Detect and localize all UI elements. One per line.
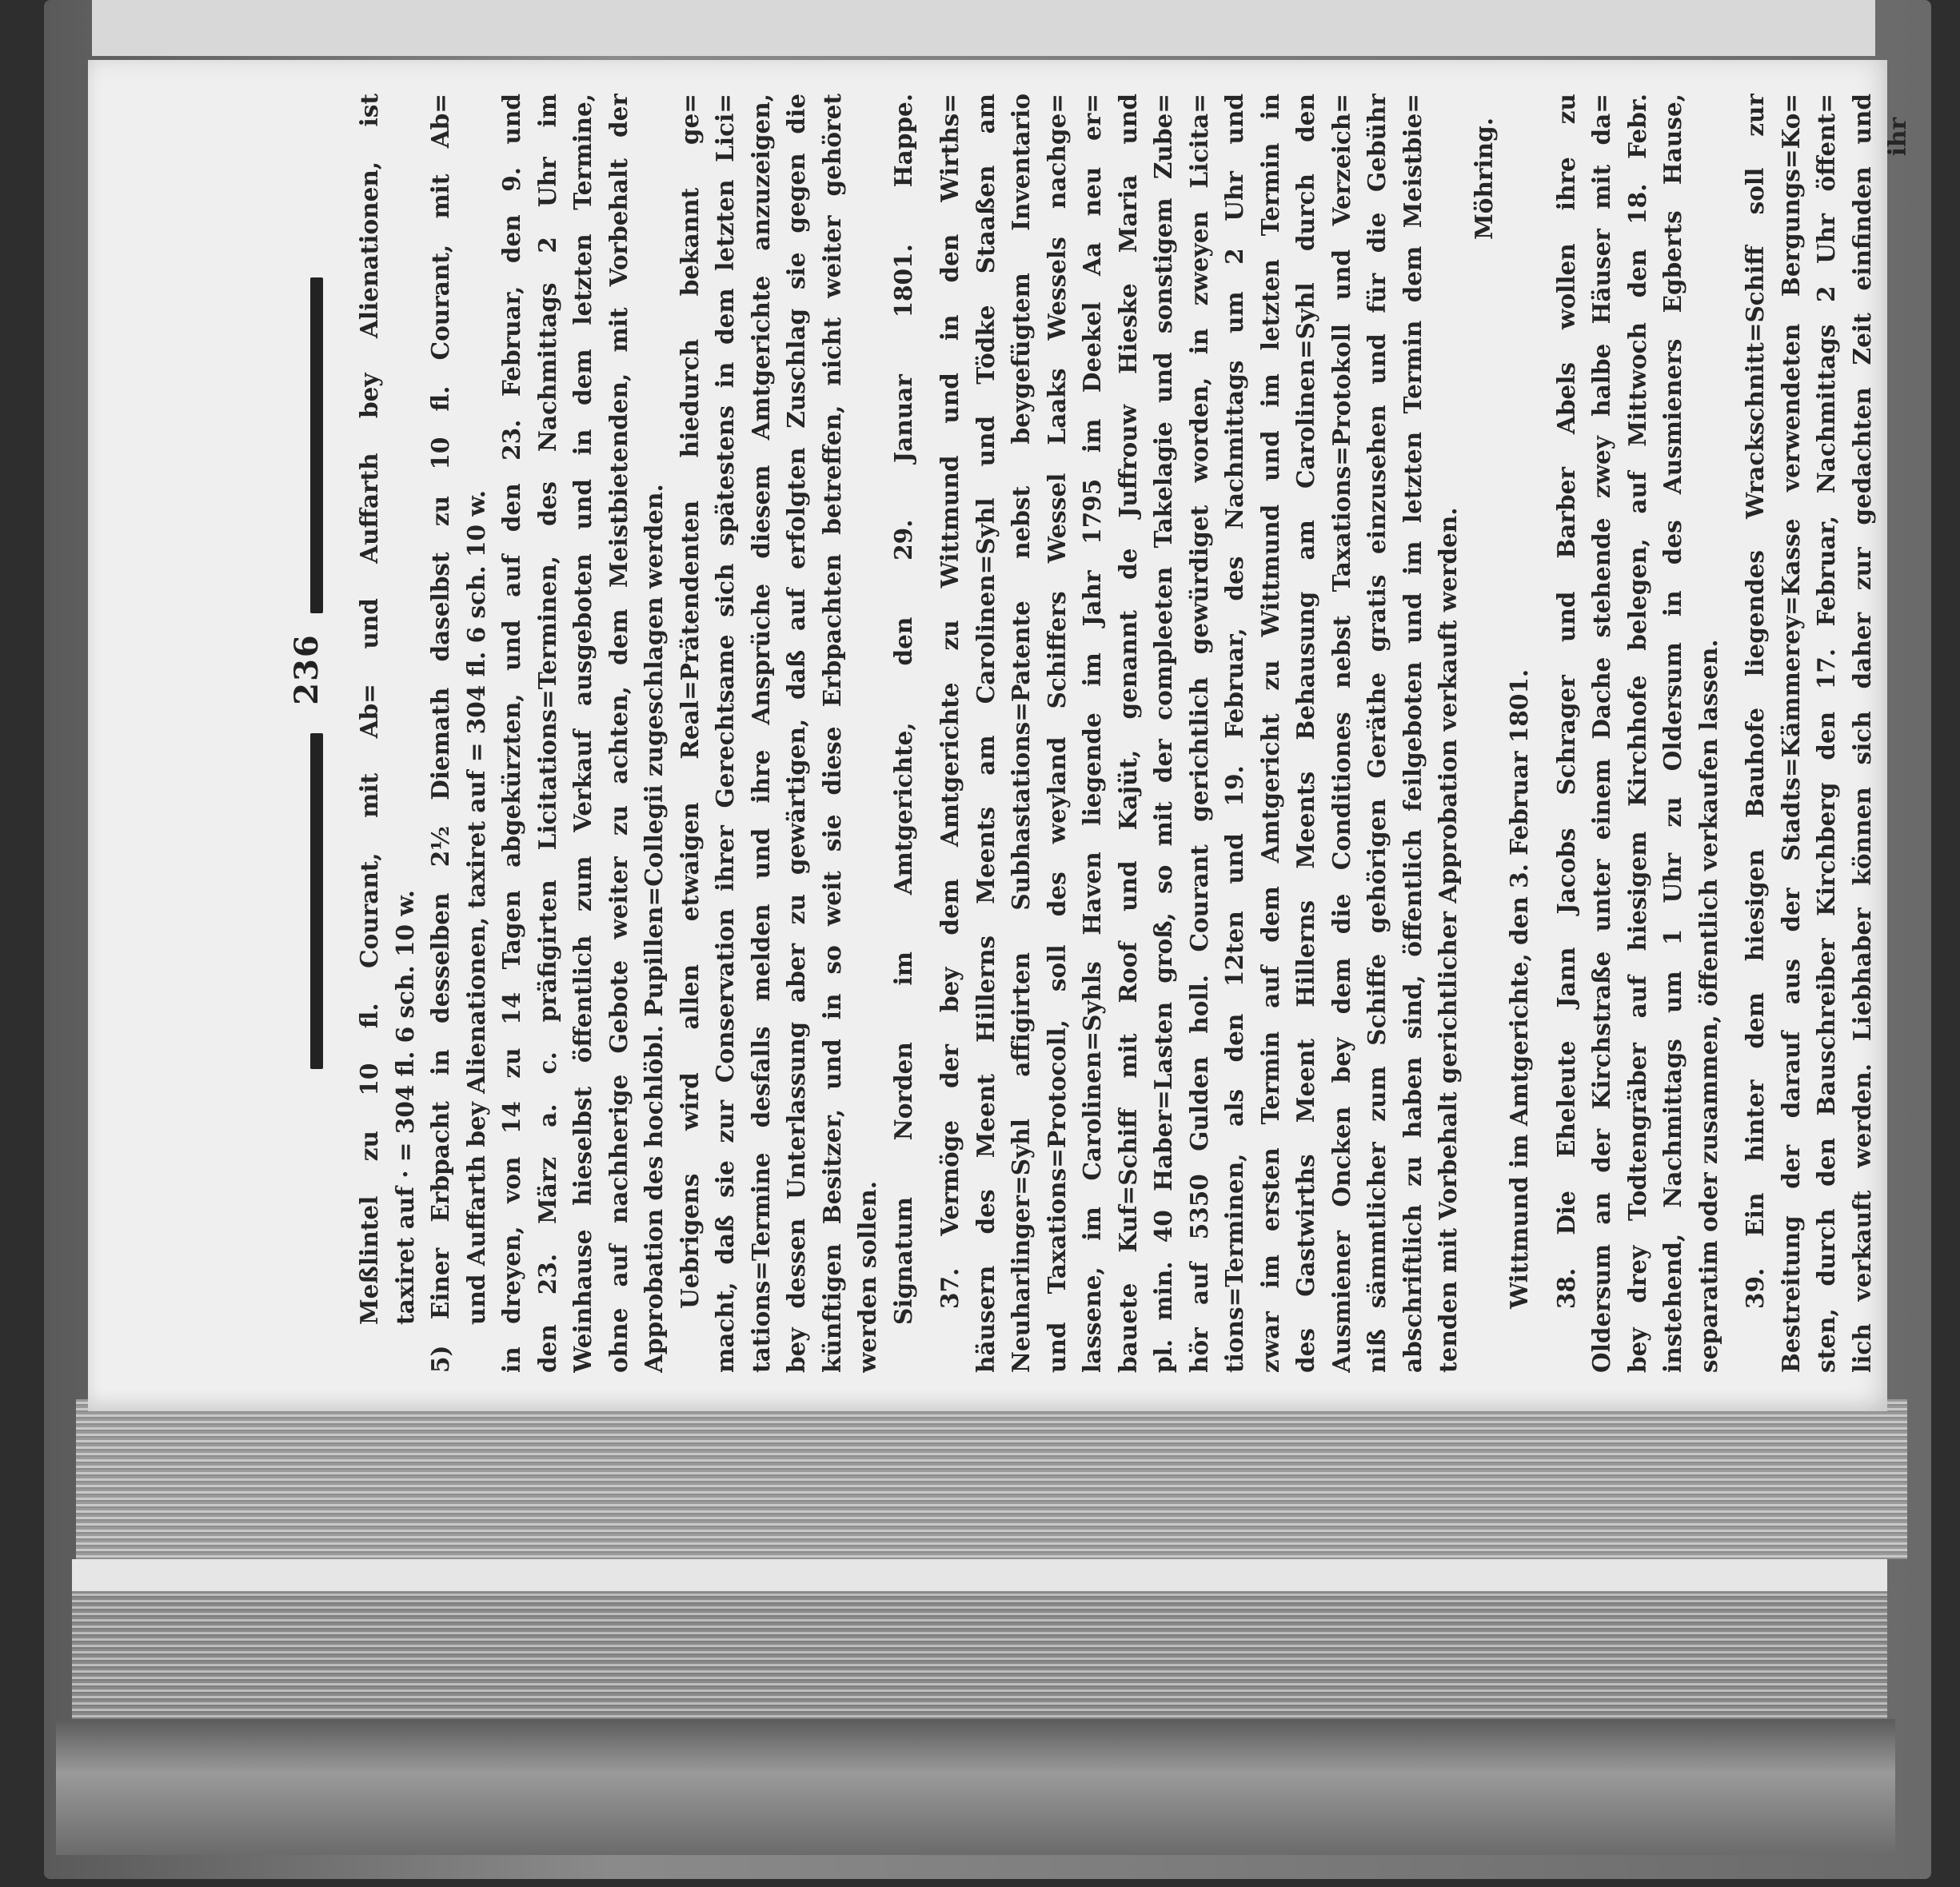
text-line: macht, daß sie zur Conservation ihrer Gerechtsame sich spätestens in dem letzten Lici=	[711, 94, 739, 1373]
text-line: 37. Vermöge der bey dem Amtgerichte zu Wittmund und in den Wirths=	[936, 94, 964, 1309]
paragraph-gap	[1538, 94, 1549, 1373]
text-line: tenden mit Vorbehalt gerichtlicher Approbation verkauft werden.	[1434, 507, 1462, 1373]
text-line: ohne auf nachherige Gebote weiter zu achten, dem Meistbietenden, mit Vorbehalt der	[604, 94, 633, 1373]
text-line: Neuharlinger=Syhl affigirten Subhastations=Patente nebst beygefügtem Inventario	[1007, 94, 1035, 1373]
page-number: 236	[288, 633, 325, 705]
text-line: und Auffarth bey Alienationen, taxiret auf = 304 fl. 6 sch. 10 w.	[461, 490, 490, 1325]
text-line: separatim oder zusammen, öffentlich verkaufen lassen.	[1694, 639, 1722, 1373]
text-line: 38. Die Eheleute Jann Jacobs Schrager und Barber Abels wollen ihre zu	[1551, 94, 1580, 1309]
text-line: Ausmiener Oncken bey dem die Conditiones nebst Taxations=Protokoll und Verzeich=	[1327, 94, 1355, 1373]
text-line: Bestreitung der darauf aus der Stadts=Kämmerey=Kasse verwendeten Bergungs=Ko=	[1776, 94, 1805, 1373]
text-line: den 23. März a. c. präfigirten Licitations=Terminen, des Nachmittags 2 Uhr im	[533, 94, 561, 1373]
text-line: zwar im ersten Termin auf dem Amtgericht zu Wittmund und im letzten Termin in	[1255, 94, 1284, 1373]
text-line: Oldersum an der Kirchstraße unter einem Dache stehende zwey halbe Häuser mit da=	[1587, 94, 1615, 1373]
text-line: taxiret auf · = 304 fl. 6 sch. 10 w.	[390, 889, 419, 1325]
text-line: abschriftlich zu haben sind, öffentlich feilgeboten und im letzten Termin dem Meistbie=	[1398, 94, 1427, 1373]
text-line: ihr	[1883, 118, 1911, 157]
header-rule-right	[310, 277, 323, 613]
text-line: Meßlintel zu 10 fl. Courant, mit Ab= und Auffarth bey Alienationen, ist	[355, 94, 383, 1325]
text-line: werden sollen.	[853, 1180, 881, 1373]
text-line: hör auf 5350 Gulden holl. Courant gerichtlich gewürdiget worden, in zweyen Licita=	[1184, 94, 1213, 1373]
text-line: 39. Ein hinter dem hiesigen Bauhofe liegendes Wrackschnitt=Schiff soll zur	[1741, 94, 1769, 1309]
rotated-page-content	[288, 70, 1960, 1389]
text-line: des Gastwirths Meent Hillerns Meents Behausung am Carolinen=Syhl durch den	[1291, 94, 1319, 1373]
text-line: lassene, im Carolinen=Syhls Haven liegende im Jahr 1795 im Deekel Aa neu er=	[1078, 94, 1106, 1373]
text-line: Wittmund im Amtgerichte, den 3. Februar 1801.	[1505, 668, 1533, 1309]
text-line: Approbation des hochlöbl. Pupillen=Collegii zugeschlagen werden.	[640, 484, 668, 1373]
text-line: instehend, Nachmittags um 1 Uhr zu Oldersum in des Ausmieners Egberts Hause,	[1659, 94, 1687, 1373]
previous-page-edge	[92, 0, 1875, 56]
text-line: und Taxations=Protocoll, soll des weyland Schiffers Wessel Laaks Wessels nachge=	[1042, 94, 1071, 1373]
text-line: Weinhause hieselbst öffentlich zum Verkauf ausgeboten und in dem letzten Termine,	[569, 94, 597, 1373]
book-page	[88, 60, 1911, 1411]
text-line: künftigen Besitzer, und in so weit sie diese Erbpachten betreffen, nicht weiter gehöret	[817, 94, 846, 1373]
text-line: Signatum Norden im Amtgerichte, den 29. Januar 1801. Happe.	[888, 94, 917, 1325]
text-line: pl. min. 40 Haber=Lasten groß, so mit der compleeten Takelagie und sonstigem Zube=	[1149, 94, 1177, 1373]
text-line: sten, durch den Bauschreiber Kirchberg den 17. Februar, Nachmittags 2 Uhr öffent=	[1812, 94, 1840, 1373]
text-line: in dreyen, von 14 zu 14 Tagen abgekürzten, und auf den 23. Februar, den 9. und	[497, 94, 525, 1373]
page-header	[288, 70, 336, 1389]
text-line: lich verkauft werden. Liebhaber können sich daher zur gedachten Zeit einfinden und	[1847, 94, 1876, 1373]
text-line: bey drey Todtengräber auf hiesigem Kirchhofe belegen, auf Mittwoch den 18. Febr.	[1623, 94, 1651, 1373]
page-block-edge-lower	[72, 1591, 1887, 1719]
page-block-edge	[76, 1399, 1907, 1559]
text-line: Uebrigens wird allen etwaigen Real=Prätendenten hiedurch bekannt ge=	[675, 94, 704, 1309]
text-line: 5) Einer Erbpacht in desselben 2½ Diemath daselbst zu 10 fl. Courant, mit Ab=	[426, 94, 454, 1373]
text-line: tations=Termine desfalls melden und ihre Ansprüche diesem Amtgerichte anzuzeigen,	[746, 94, 775, 1373]
text-line: niß sämmtlicher zum Schiffe gehörigen Geräthe gratis einzusehen und für die Gebühr	[1363, 94, 1391, 1373]
text-line: bauete Kuf=Schiff mit Roof und Kajüt, genannt de Juffrouw Hieske Maria und	[1113, 94, 1142, 1373]
text-line: tions=Terminen, als den 12ten und 19. Februar, des Nachmittags um 2 Uhr und	[1220, 94, 1248, 1373]
text-line: Möhring.	[1469, 118, 1498, 240]
page-gap	[72, 1559, 1887, 1591]
paragraph-gap	[1726, 94, 1738, 1373]
page-body-text	[352, 94, 1916, 1373]
book-cover-edge	[56, 1719, 1895, 1855]
text-line: häusern des Meent Hillerns Meents am Carolinen=Syhl und Tödke Staaßen am	[971, 94, 1000, 1373]
text-line: bey dessen Unterlassung aber zu gewärtigen, daß auf erfolgten Zuschlag sie gegen die	[782, 94, 810, 1373]
header-rule-left	[310, 733, 323, 1069]
paragraph-gap	[921, 94, 932, 1373]
